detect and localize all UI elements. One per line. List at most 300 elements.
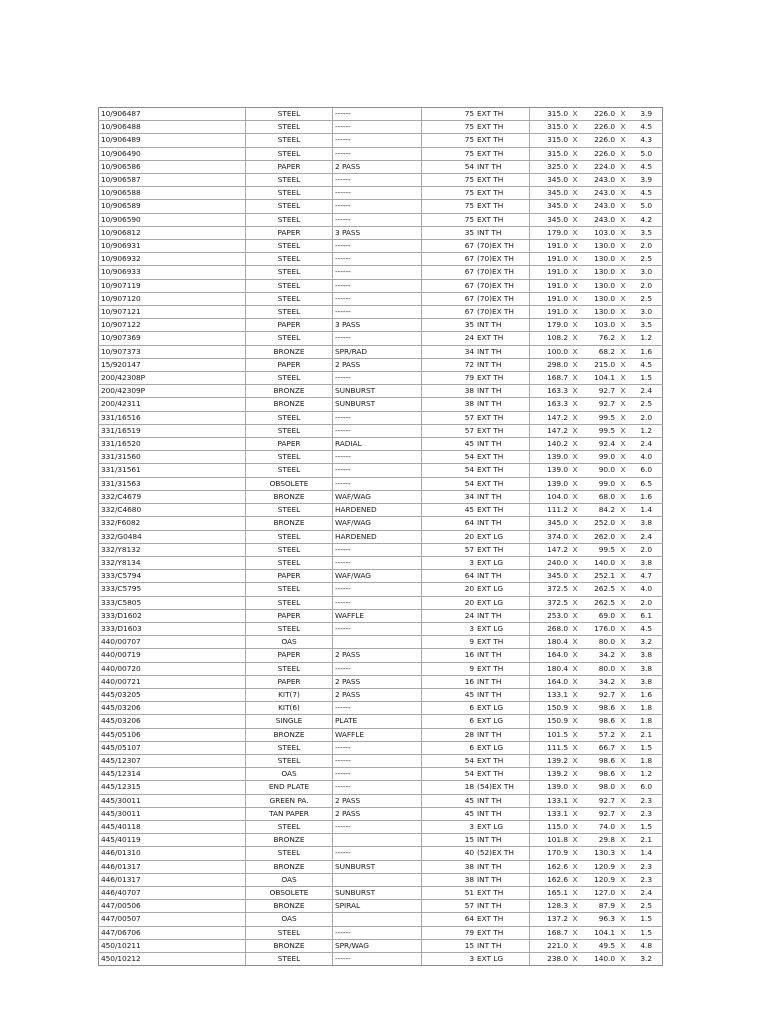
tooth-type-cell: EXT TH — [475, 451, 530, 464]
table-row — [99, 385, 663, 398]
tooth-count-cell: 54 — [422, 160, 476, 173]
inner-diameter-cell: 243.0 — [581, 200, 616, 213]
part-number-cell: 332/Y8134 — [99, 556, 246, 569]
material-cell: STEEL — [246, 108, 333, 121]
dimension-separator: X — [569, 517, 581, 530]
dimension-separator: X — [616, 781, 630, 794]
part-number-cell: 333/C5794 — [99, 570, 246, 583]
inner-diameter-cell: 252.1 — [581, 570, 616, 583]
dimension-separator: X — [569, 834, 581, 847]
description-cell — [333, 636, 422, 649]
description-cell: ------ — [333, 108, 422, 121]
thickness-cell: 2.5 — [630, 398, 663, 411]
tooth-count-cell: 75 — [422, 200, 476, 213]
dimension-separator: X — [569, 807, 581, 820]
tooth-count-cell: 75 — [422, 121, 476, 134]
outer-diameter-cell: 111.5 — [530, 741, 570, 754]
dimension-separator: X — [616, 768, 630, 781]
part-number-cell: 332/F6082 — [99, 517, 246, 530]
dimension-separator: X — [569, 253, 581, 266]
tooth-type-cell: EXT TH — [475, 926, 530, 939]
table-row — [99, 424, 663, 437]
description-cell: ------ — [333, 121, 422, 134]
thickness-cell: 2.5 — [630, 292, 663, 305]
outer-diameter-cell: 180.4 — [530, 662, 570, 675]
outer-diameter-cell: 345.0 — [530, 570, 570, 583]
inner-diameter-cell: 98.6 — [581, 768, 616, 781]
description-cell: SUNBURST — [333, 385, 422, 398]
dimension-separator: X — [569, 240, 581, 253]
part-number-cell: 10/906489 — [99, 134, 246, 147]
description-cell: SPR/RAD — [333, 345, 422, 358]
tooth-count-cell: 67 — [422, 292, 476, 305]
table-row — [99, 438, 663, 451]
dimension-separator: X — [616, 424, 630, 437]
outer-diameter-cell: 180.4 — [530, 636, 570, 649]
part-number-cell: 446/01317 — [99, 860, 246, 873]
inner-diameter-cell: 92.7 — [581, 688, 616, 701]
tooth-type-cell: INT TH — [475, 490, 530, 503]
dimension-separator: X — [616, 451, 630, 464]
table-row — [99, 345, 663, 358]
inner-diameter-cell: 99.5 — [581, 424, 616, 437]
tooth-count-cell: 34 — [422, 490, 476, 503]
dimension-separator: X — [569, 134, 581, 147]
dimension-separator: X — [569, 345, 581, 358]
tooth-count-cell: 54 — [422, 477, 476, 490]
dimension-separator: X — [569, 160, 581, 173]
table-row — [99, 319, 663, 332]
outer-diameter-cell: 325.0 — [530, 160, 570, 173]
table-row — [99, 451, 663, 464]
part-number-cell: 10/906932 — [99, 253, 246, 266]
tooth-count-cell: 45 — [422, 504, 476, 517]
inner-diameter-cell: 80.0 — [581, 662, 616, 675]
part-number-cell: 200/42311 — [99, 398, 246, 411]
tooth-count-cell: 15 — [422, 834, 476, 847]
description-cell: 3 PASS — [333, 319, 422, 332]
material-cell: PAPER — [246, 675, 333, 688]
table-row — [99, 939, 663, 952]
tooth-count-cell: 9 — [422, 662, 476, 675]
part-number-cell: 445/12315 — [99, 781, 246, 794]
inner-diameter-cell: 243.0 — [581, 187, 616, 200]
description-cell: ------ — [333, 240, 422, 253]
description-cell: ------ — [333, 556, 422, 569]
dimension-separator: X — [569, 147, 581, 160]
part-number-cell: 10/906590 — [99, 213, 246, 226]
material-cell: STEEL — [246, 820, 333, 833]
tooth-type-cell: INT TH — [475, 438, 530, 451]
tooth-type-cell: INT TH — [475, 675, 530, 688]
part-number-cell: 10/906812 — [99, 226, 246, 239]
tooth-type-cell: EXT LG — [475, 556, 530, 569]
part-number-cell: 331/31563 — [99, 477, 246, 490]
inner-diameter-cell: 224.0 — [581, 160, 616, 173]
part-number-cell: 447/00506 — [99, 900, 246, 913]
inner-diameter-cell: 176.0 — [581, 622, 616, 635]
tooth-count-cell: 18 — [422, 781, 476, 794]
outer-diameter-cell: 221.0 — [530, 939, 570, 952]
dimension-separator: X — [616, 953, 630, 966]
tooth-count-cell: 45 — [422, 438, 476, 451]
dimension-separator: X — [569, 847, 581, 860]
inner-diameter-cell: 69.0 — [581, 609, 616, 622]
table-row — [99, 517, 663, 530]
thickness-cell: 1.8 — [630, 754, 663, 767]
tooth-type-cell: EXT TH — [475, 200, 530, 213]
dimension-separator: X — [569, 451, 581, 464]
outer-diameter-cell: 191.0 — [530, 240, 570, 253]
tooth-count-cell: 54 — [422, 754, 476, 767]
inner-diameter-cell: 215.0 — [581, 358, 616, 371]
dimension-separator: X — [569, 464, 581, 477]
outer-diameter-cell: 139.0 — [530, 477, 570, 490]
table-row — [99, 108, 663, 121]
outer-diameter-cell: 162.6 — [530, 873, 570, 886]
tooth-count-cell: 35 — [422, 226, 476, 239]
tooth-type-cell: INT TH — [475, 160, 530, 173]
tooth-type-cell: EXT TH — [475, 372, 530, 385]
dimension-separator: X — [569, 266, 581, 279]
dimension-separator: X — [616, 134, 630, 147]
outer-diameter-cell: 315.0 — [530, 134, 570, 147]
dimension-separator: X — [569, 424, 581, 437]
outer-diameter-cell: 100.0 — [530, 345, 570, 358]
table-row — [99, 253, 663, 266]
thickness-cell: 3.9 — [630, 174, 663, 187]
tooth-type-cell: INT TH — [475, 358, 530, 371]
inner-diameter-cell: 99.0 — [581, 477, 616, 490]
inner-diameter-cell: 68.2 — [581, 345, 616, 358]
table-row — [99, 174, 663, 187]
thickness-cell: 2.0 — [630, 411, 663, 424]
tooth-count-cell: 79 — [422, 372, 476, 385]
thickness-cell: 4.0 — [630, 583, 663, 596]
table-row — [99, 820, 663, 833]
table-row — [99, 728, 663, 741]
part-number-cell: 10/906488 — [99, 121, 246, 134]
inner-diameter-cell: 34.2 — [581, 675, 616, 688]
part-number-cell: 450/10211 — [99, 939, 246, 952]
material-cell: PAPER — [246, 319, 333, 332]
tooth-count-cell: 75 — [422, 134, 476, 147]
outer-diameter-cell: 133.1 — [530, 688, 570, 701]
material-cell: BRONZE — [246, 398, 333, 411]
thickness-cell: 1.2 — [630, 768, 663, 781]
outer-diameter-cell: 133.1 — [530, 807, 570, 820]
thickness-cell: 4.5 — [630, 187, 663, 200]
description-cell: 2 PASS — [333, 794, 422, 807]
part-number-cell: 445/12307 — [99, 754, 246, 767]
tooth-type-cell: EXT TH — [475, 662, 530, 675]
table-row — [99, 306, 663, 319]
dimension-separator: X — [569, 292, 581, 305]
table-row — [99, 675, 663, 688]
table-row — [99, 702, 663, 715]
thickness-cell: 3.8 — [630, 517, 663, 530]
thickness-cell: 6.1 — [630, 609, 663, 622]
description-cell: 2 PASS — [333, 807, 422, 820]
description-cell: ------ — [333, 306, 422, 319]
inner-diameter-cell: 262.5 — [581, 596, 616, 609]
outer-diameter-cell: 191.0 — [530, 292, 570, 305]
description-cell: ------ — [333, 754, 422, 767]
material-cell: STEEL — [246, 372, 333, 385]
description-cell: WAF/WAG — [333, 570, 422, 583]
part-number-cell: 333/D1603 — [99, 622, 246, 635]
description-cell — [333, 834, 422, 847]
dimension-separator: X — [569, 477, 581, 490]
dimension-separator: X — [569, 728, 581, 741]
description-cell: ------ — [333, 847, 422, 860]
inner-diameter-cell: 98.0 — [581, 781, 616, 794]
thickness-cell: 2.5 — [630, 253, 663, 266]
thickness-cell: 1.5 — [630, 820, 663, 833]
material-cell: PAPER — [246, 570, 333, 583]
tooth-type-cell: INT TH — [475, 398, 530, 411]
material-cell: STEEL — [246, 622, 333, 635]
part-number-cell: 332/G0484 — [99, 530, 246, 543]
dimension-separator: X — [616, 226, 630, 239]
inner-diameter-cell: 226.0 — [581, 134, 616, 147]
dimension-separator: X — [616, 886, 630, 899]
inner-diameter-cell: 49.5 — [581, 939, 616, 952]
part-number-cell: 10/906587 — [99, 174, 246, 187]
outer-diameter-cell: 345.0 — [530, 174, 570, 187]
tooth-type-cell: EXT TH — [475, 636, 530, 649]
table-row — [99, 160, 663, 173]
inner-diameter-cell: 130.0 — [581, 306, 616, 319]
table-row — [99, 609, 663, 622]
outer-diameter-cell: 345.0 — [530, 213, 570, 226]
thickness-cell: 5.0 — [630, 147, 663, 160]
material-cell: STEEL — [246, 926, 333, 939]
outer-diameter-cell: 139.0 — [530, 464, 570, 477]
thickness-cell: 2.4 — [630, 438, 663, 451]
thickness-cell: 4.3 — [630, 134, 663, 147]
outer-diameter-cell: 147.2 — [530, 424, 570, 437]
material-cell: STEEL — [246, 266, 333, 279]
table-row — [99, 530, 663, 543]
tooth-type-cell: EXT TH — [475, 886, 530, 899]
table-row — [99, 411, 663, 424]
table-row — [99, 543, 663, 556]
dimension-separator: X — [569, 886, 581, 899]
part-number-cell: 200/42308P — [99, 372, 246, 385]
tooth-count-cell: 24 — [422, 332, 476, 345]
description-cell: ------ — [333, 622, 422, 635]
thickness-cell: 3.2 — [630, 636, 663, 649]
material-cell: STEEL — [246, 292, 333, 305]
dimension-separator: X — [569, 609, 581, 622]
description-cell: WAFFLE — [333, 728, 422, 741]
dimension-separator: X — [616, 187, 630, 200]
dimension-separator: X — [569, 583, 581, 596]
tooth-type-cell: EXT TH — [475, 174, 530, 187]
dimension-separator: X — [616, 794, 630, 807]
tooth-count-cell: 3 — [422, 622, 476, 635]
thickness-cell: 3.0 — [630, 306, 663, 319]
tooth-count-cell: 15 — [422, 939, 476, 952]
material-cell: STEEL — [246, 213, 333, 226]
thickness-cell: 2.0 — [630, 279, 663, 292]
thickness-cell: 2.3 — [630, 873, 663, 886]
inner-diameter-cell: 262.5 — [581, 583, 616, 596]
tooth-count-cell: 75 — [422, 174, 476, 187]
table-row — [99, 332, 663, 345]
dimension-separator: X — [616, 319, 630, 332]
tooth-count-cell: 57 — [422, 411, 476, 424]
tooth-type-cell: EXT TH — [475, 768, 530, 781]
thickness-cell: 2.4 — [630, 385, 663, 398]
inner-diameter-cell: 99.5 — [581, 543, 616, 556]
dimension-separator: X — [569, 279, 581, 292]
dimension-separator: X — [616, 306, 630, 319]
tooth-type-cell: EXT TH — [475, 332, 530, 345]
description-cell: ------ — [333, 200, 422, 213]
dimension-separator: X — [569, 926, 581, 939]
outer-diameter-cell: 191.0 — [530, 279, 570, 292]
tooth-type-cell: EXT LG — [475, 583, 530, 596]
material-cell: BRONZE — [246, 490, 333, 503]
material-cell: STEEL — [246, 279, 333, 292]
outer-diameter-cell: 104.0 — [530, 490, 570, 503]
tooth-count-cell: 20 — [422, 583, 476, 596]
material-cell: OAS — [246, 873, 333, 886]
description-cell: ------ — [333, 596, 422, 609]
table-row — [99, 477, 663, 490]
dimension-separator: X — [616, 160, 630, 173]
inner-diameter-cell: 103.0 — [581, 319, 616, 332]
dimension-separator: X — [616, 411, 630, 424]
outer-diameter-cell: 115.0 — [530, 820, 570, 833]
part-number-cell: 332/Y8132 — [99, 543, 246, 556]
part-number-cell: 333/D1602 — [99, 609, 246, 622]
description-cell: ------ — [333, 781, 422, 794]
table-row — [99, 847, 663, 860]
tooth-type-cell: EXT TH — [475, 187, 530, 200]
tooth-count-cell: 67 — [422, 279, 476, 292]
outer-diameter-cell: 179.0 — [530, 226, 570, 239]
outer-diameter-cell: 298.0 — [530, 358, 570, 371]
tooth-count-cell: 64 — [422, 913, 476, 926]
thickness-cell: 1.8 — [630, 715, 663, 728]
tooth-count-cell: 20 — [422, 530, 476, 543]
table-row — [99, 781, 663, 794]
inner-diameter-cell: 98.6 — [581, 754, 616, 767]
outer-diameter-cell: 372.5 — [530, 583, 570, 596]
part-number-cell: 445/40119 — [99, 834, 246, 847]
thickness-cell: 1.2 — [630, 332, 663, 345]
material-cell: STEEL — [246, 200, 333, 213]
inner-diameter-cell: 130.0 — [581, 279, 616, 292]
outer-diameter-cell: 165.1 — [530, 886, 570, 899]
material-cell: OAS — [246, 768, 333, 781]
table-row — [99, 121, 663, 134]
description-cell: SPR/WAG — [333, 939, 422, 952]
tooth-count-cell: 35 — [422, 319, 476, 332]
table-row — [99, 292, 663, 305]
tooth-count-cell: 38 — [422, 860, 476, 873]
inner-diameter-cell: 99.5 — [581, 411, 616, 424]
thickness-cell: 2.3 — [630, 860, 663, 873]
dimension-separator: X — [616, 213, 630, 226]
inner-diameter-cell: 130.3 — [581, 847, 616, 860]
part-number-cell: 10/907120 — [99, 292, 246, 305]
thickness-cell: 2.4 — [630, 530, 663, 543]
outer-diameter-cell: 315.0 — [530, 121, 570, 134]
dimension-separator: X — [616, 939, 630, 952]
thickness-cell: 1.5 — [630, 926, 663, 939]
outer-diameter-cell: 345.0 — [530, 517, 570, 530]
material-cell: PAPER — [246, 358, 333, 371]
tooth-type-cell: INT TH — [475, 570, 530, 583]
dimension-separator: X — [616, 675, 630, 688]
table-row — [99, 240, 663, 253]
dimension-separator: X — [616, 372, 630, 385]
tooth-count-cell: 57 — [422, 543, 476, 556]
material-cell: PAPER — [246, 226, 333, 239]
dimension-separator: X — [616, 622, 630, 635]
tooth-count-cell: 67 — [422, 266, 476, 279]
dimension-separator: X — [616, 530, 630, 543]
description-cell: ------ — [333, 451, 422, 464]
thickness-cell: 3.8 — [630, 675, 663, 688]
description-cell: ------ — [333, 292, 422, 305]
part-number-cell: 445/05107 — [99, 741, 246, 754]
inner-diameter-cell: 68.0 — [581, 490, 616, 503]
outer-diameter-cell: 168.7 — [530, 372, 570, 385]
thickness-cell: 3.8 — [630, 662, 663, 675]
outer-diameter-cell: 108.2 — [530, 332, 570, 345]
dimension-separator: X — [569, 662, 581, 675]
dimension-separator: X — [616, 385, 630, 398]
inner-diameter-cell: 92.7 — [581, 794, 616, 807]
inner-diameter-cell: 127.0 — [581, 886, 616, 899]
material-cell: STEEL — [246, 451, 333, 464]
table-row — [99, 147, 663, 160]
thickness-cell: 3.5 — [630, 226, 663, 239]
tooth-count-cell: 3 — [422, 820, 476, 833]
inner-diameter-cell: 130.0 — [581, 253, 616, 266]
thickness-cell: 1.6 — [630, 490, 663, 503]
inner-diameter-cell: 92.7 — [581, 807, 616, 820]
material-cell: END PLATE — [246, 781, 333, 794]
description-cell: ------ — [333, 134, 422, 147]
dimension-separator: X — [616, 583, 630, 596]
tooth-count-cell: 38 — [422, 398, 476, 411]
description-cell: ------ — [333, 266, 422, 279]
thickness-cell: 2.3 — [630, 807, 663, 820]
table-row — [99, 464, 663, 477]
inner-diameter-cell: 76.2 — [581, 332, 616, 345]
table-row — [99, 768, 663, 781]
dimension-separator: X — [616, 807, 630, 820]
tooth-count-cell: 75 — [422, 108, 476, 121]
thickness-cell: 1.8 — [630, 702, 663, 715]
tooth-type-cell: EXT TH — [475, 134, 530, 147]
dimension-separator: X — [569, 636, 581, 649]
part-number-cell: 447/00507 — [99, 913, 246, 926]
table-row — [99, 953, 663, 966]
tooth-count-cell: 67 — [422, 306, 476, 319]
description-cell: ------ — [333, 213, 422, 226]
material-cell: BRONZE — [246, 939, 333, 952]
table-row — [99, 860, 663, 873]
tooth-type-cell: (54)EX TH — [475, 781, 530, 794]
material-cell: STEEL — [246, 134, 333, 147]
